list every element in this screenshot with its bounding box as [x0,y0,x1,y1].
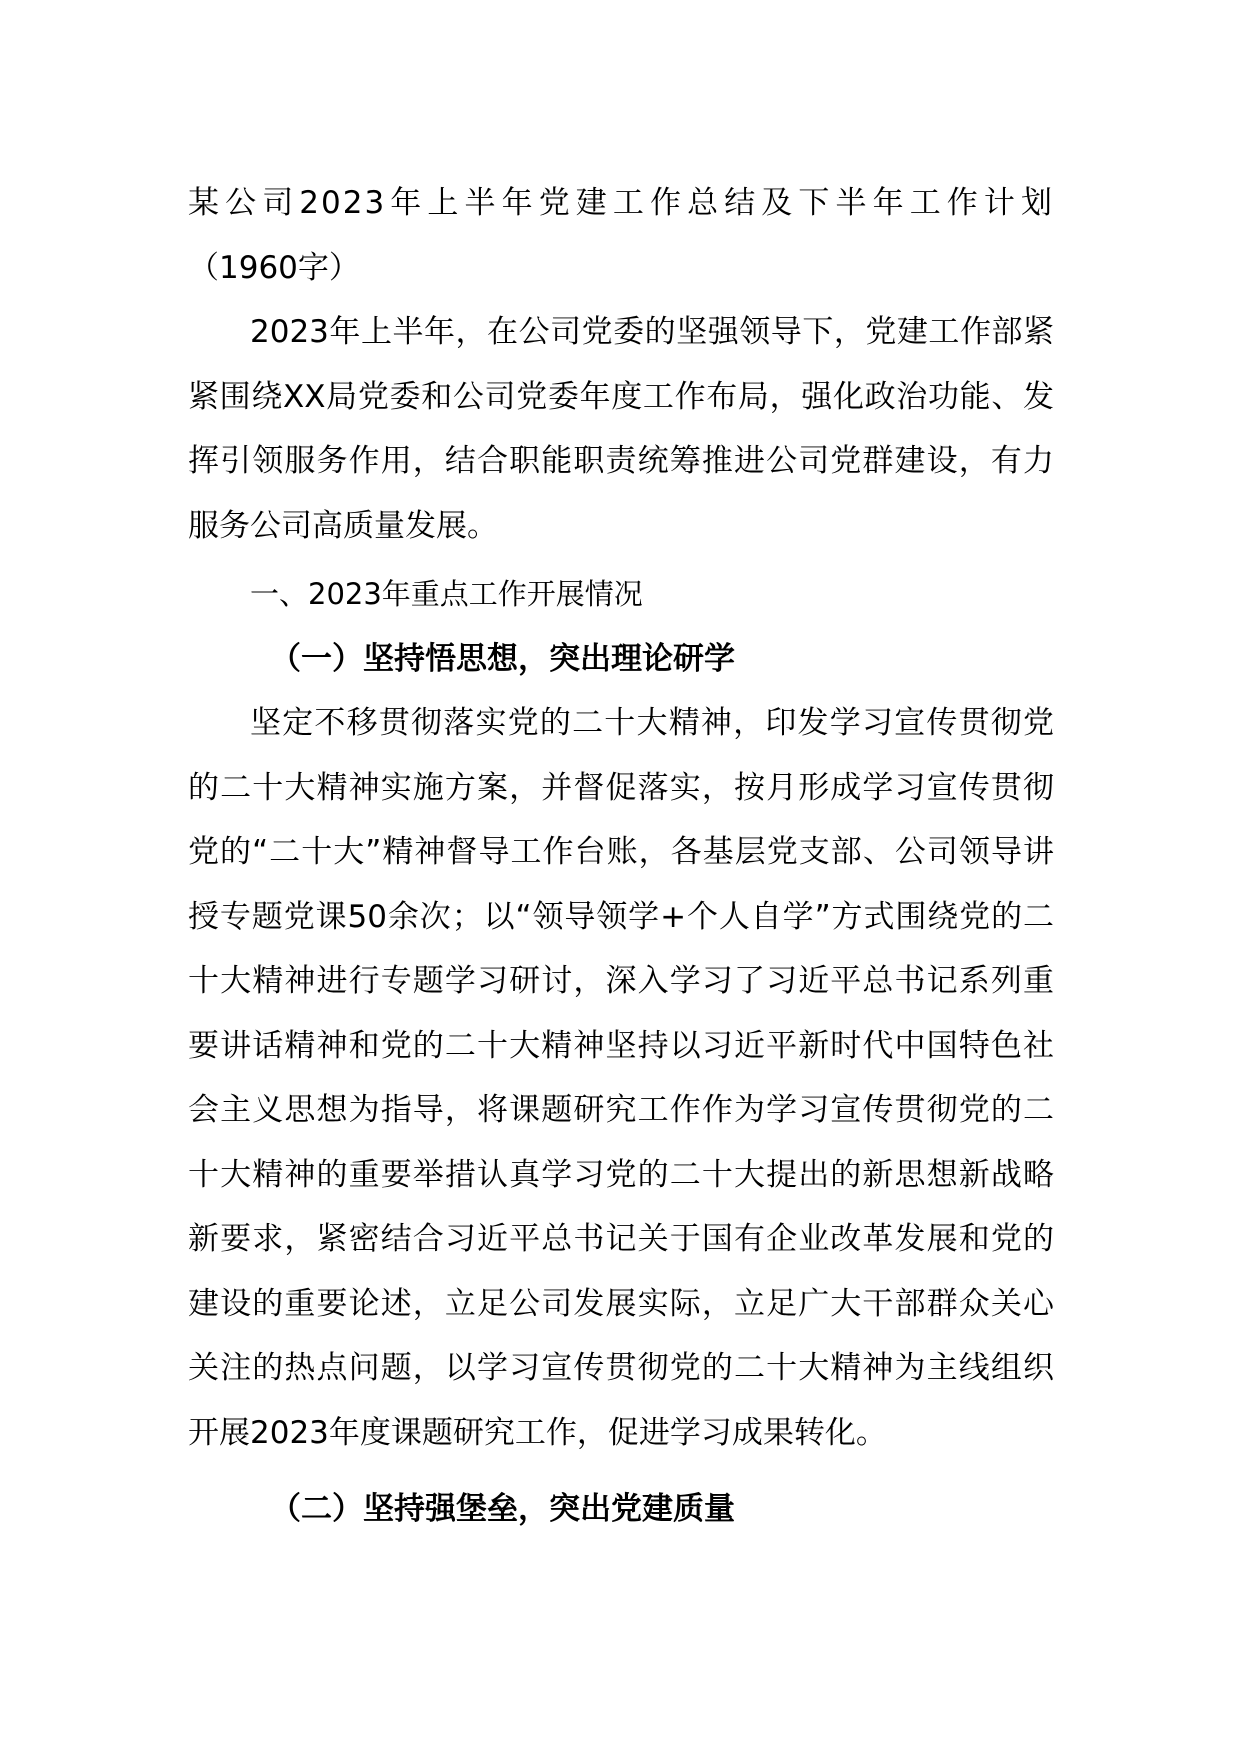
subsection-heading-1: （一）坚持悟思想，突出理论研学 [270,640,735,677]
document-body [188,171,1054,1542]
document-title: 某公司2023年上半年党建工作总结及下半年工作计划 [188,185,1054,221]
document-title-word-count: （1960字） [188,249,360,286]
subsection-heading-2: （二）坚持强堡垒，突出党建质量 [270,1491,735,1527]
section-heading-1: 一、2023年重点工作开展情况 [250,577,643,611]
subsection-1-paragraph: 坚定不移贯彻落实党的二十大精神，印发学习宣传贯彻党的二十大精神实施方案，并督促落实，按月形成学习宣传贯彻党的“二十大”精神督导工作台账，各基层党支部、公司领导讲授专题党课50余次；以“领导领学+个人自学”方式围绕党的二十大精神进行专题学习研讨，深入学习了习近平总书记系列重要讲话精神和党的二十大精神坚持以习近平新时代中国特色社会主义思想为指导，将课题研究工作作为学习宣传贯彻党的二十大精神的重要举措认真学习党的二十大提出的新思想新战略新要求，紧密结合习近平总书记关于国有企业改革发展和党的建设的重要论述，立足公司发展实际，立足广大干部群众关心关注的热点问题，以学习宣传贯彻党的二十大精神为主线组织开展2023年度课题研究工作，促进学习成果转化。 [188,705,1054,1451]
spacer [188,1465,1054,1477]
intro-paragraph: 2023年上半年，在公司党委的坚强领导下，党建工作部紧紧围绕XX局党委和公司党委年度工作布局，强化政治功能、发挥引领服务作用，结合职能职责统筹推进公司党群建设，有力服务公司高质量发展。 [188,314,1054,544]
